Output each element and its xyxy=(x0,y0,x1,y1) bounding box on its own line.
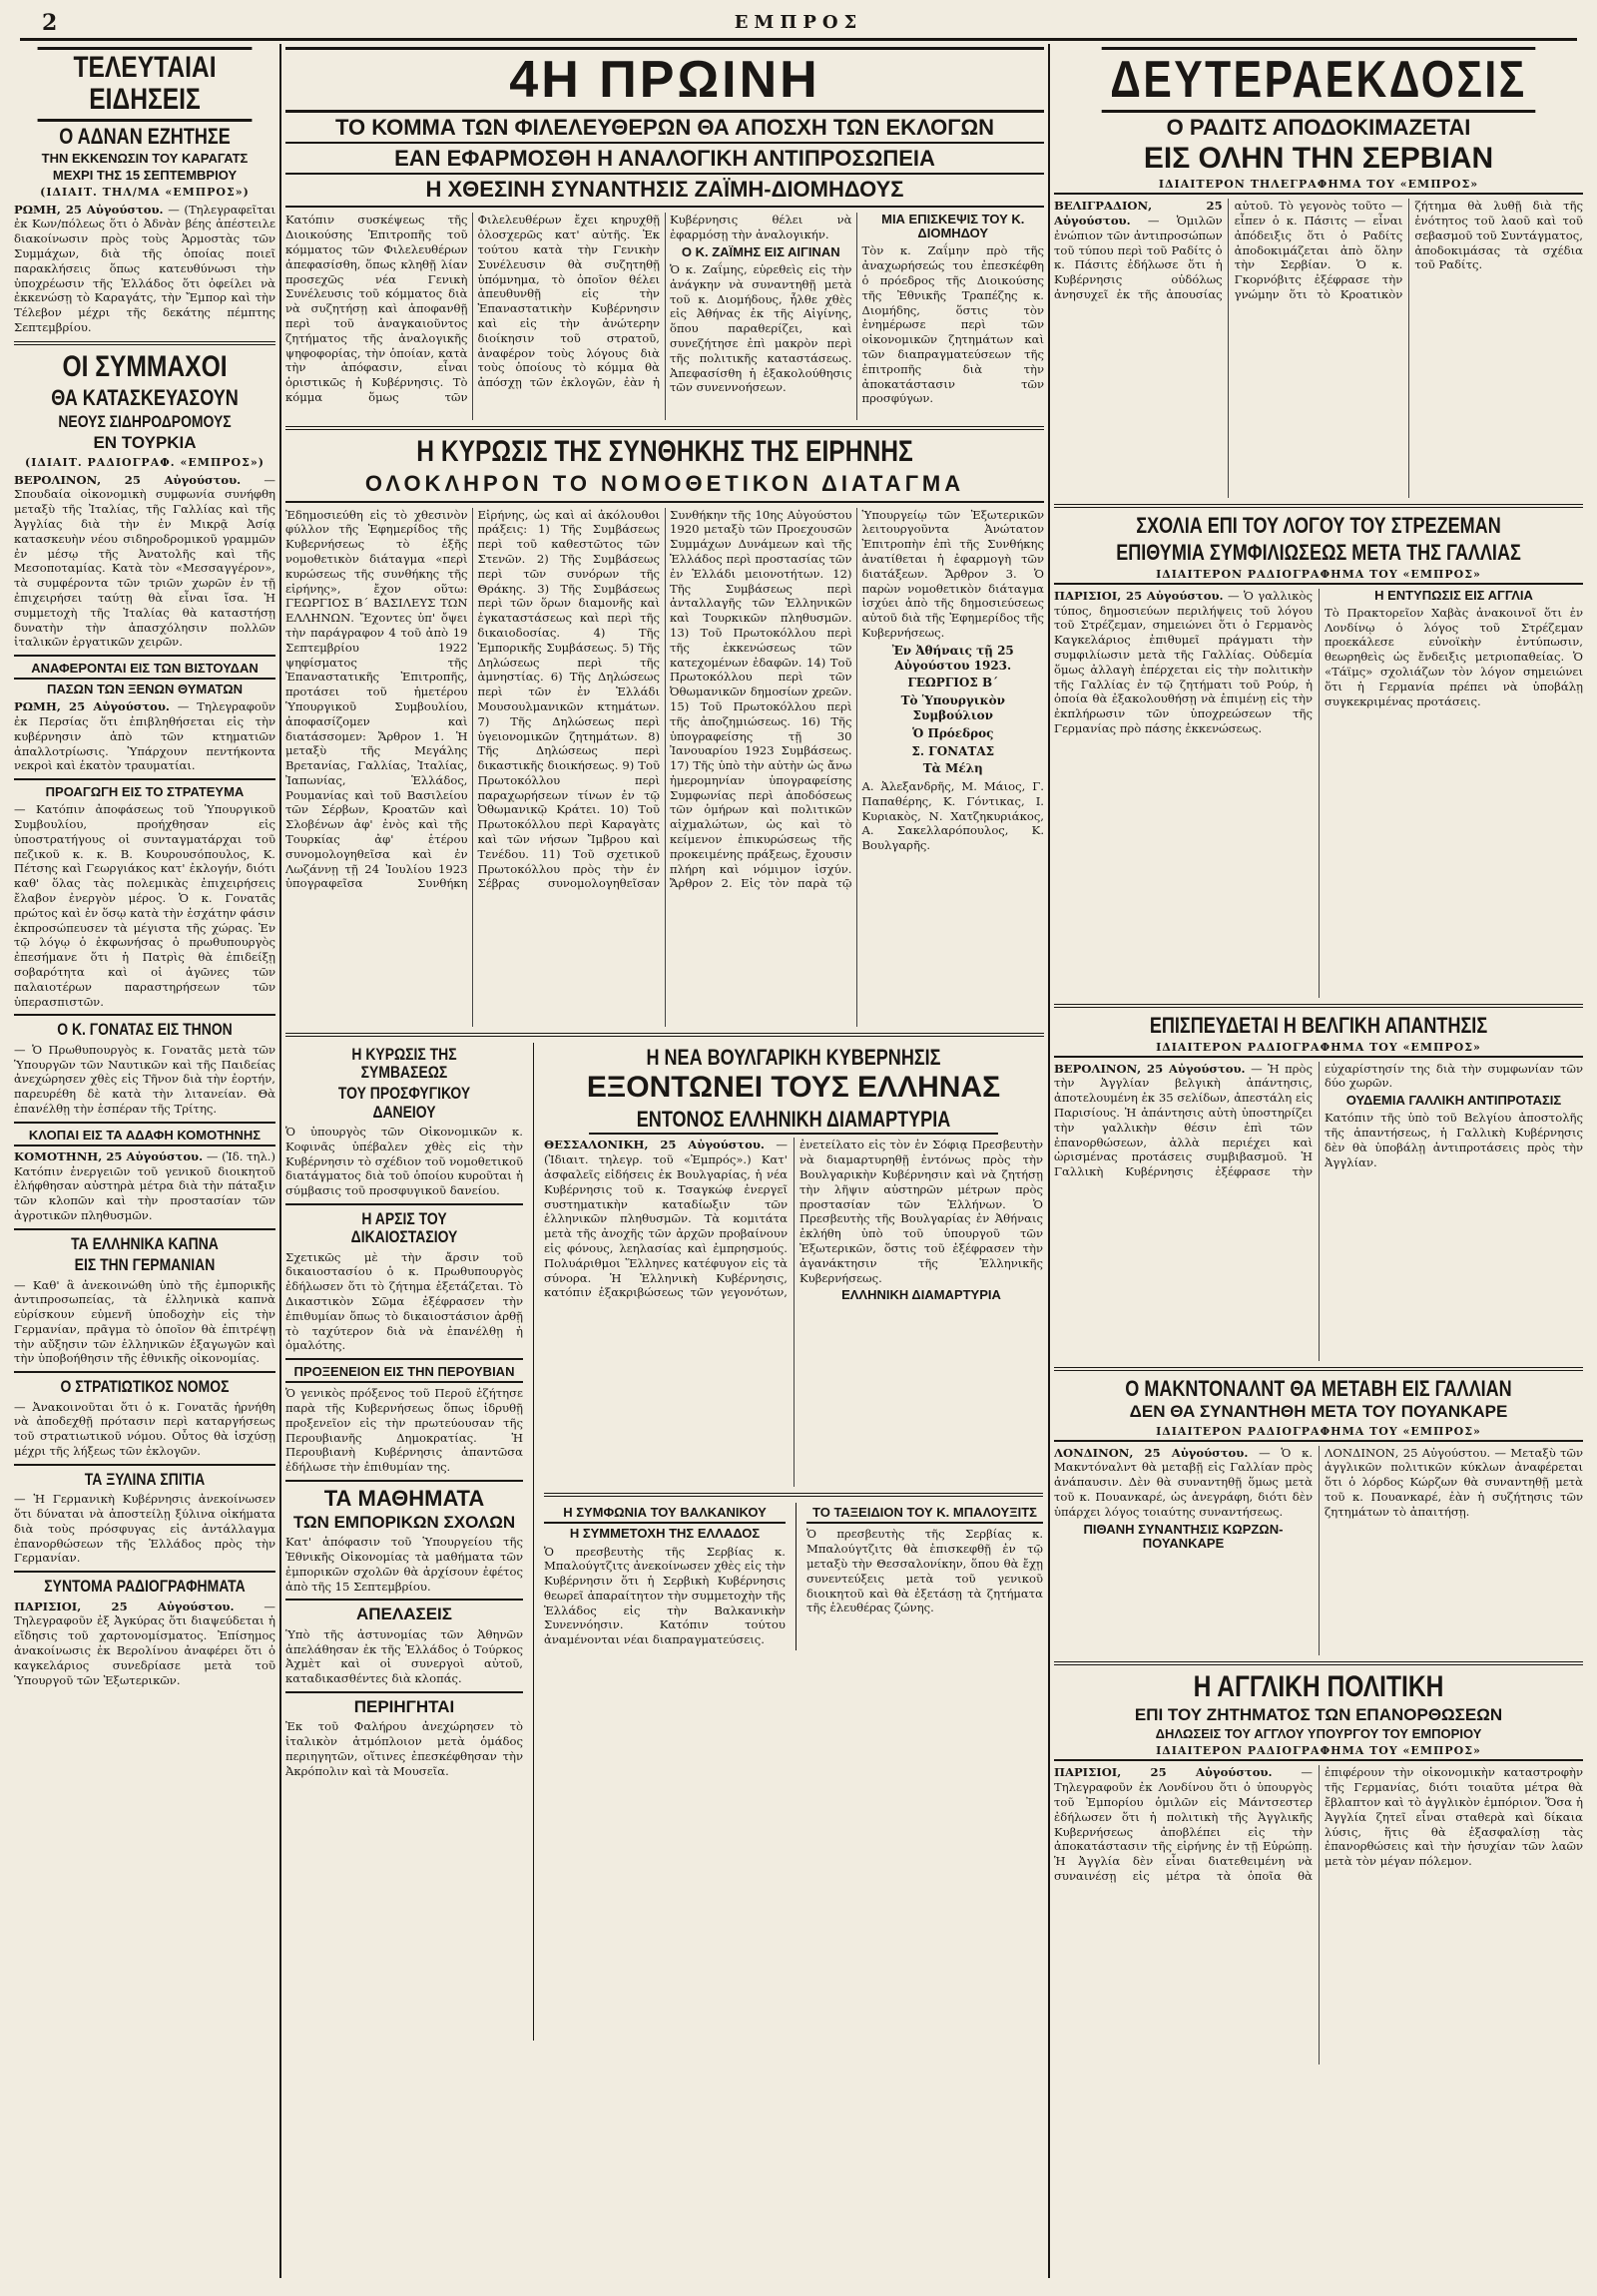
subheadline: ΕΝΤΟΝΟΣ ΕΛΛΗΝΙΚΗ ΔΙΑΜΑΡΤΥΡΙΑ xyxy=(589,1108,998,1136)
divider xyxy=(14,341,275,345)
edition-title: 4Η ΠΡΩΙΝΗ xyxy=(285,47,1044,113)
lower-section xyxy=(285,1043,1044,2041)
article-body: ΡΩΜΗ, 25 Αὐγούστου. — (Τηλεγραφεῖται ἐκ Κων/πόλεως ὅτι ὁ Ἀδνὰν βέης ἀπέστειλε διακοίνωσιν πρὸς τοὺς Ἁρμοστὰς τῶν Συμμάχων, διὰ τῆς ὁποίας ποιεῖ παρακλήσεις ὅπως κατευθύνωσι τὴν ὑποχρέωσιν τῆς Ἑλλάδος ὅτι ὀφείλει νὰ ἐκκενώσῃ τὸ Καραγάτς, τὴν Ἔμπορ καὶ τὴν Τέλεβον μέχρι τῆς δεκάτης πέμπτης Σεπτεμβρίου. xyxy=(14,202,275,334)
article-radiograms xyxy=(14,1578,275,1687)
subheadline: ΕΠΙ ΤΟΥ ΖΗΤΗΜΑΤΟΣ ΤΩΝ ΕΠΑΝΟΡΘΩΣΕΩΝ xyxy=(1134,1705,1503,1725)
subheadline: ΕΙΣ ΤΗΝ ΓΕΡΜΑΝΙΑΝ xyxy=(74,1255,216,1275)
divider xyxy=(1054,1661,1583,1665)
subheadline: Η ΧΘΕΣΙΝΗ ΣΥΝΑΝΤΗΣΙΣ ΖΑΪΜΗ-ΔΙΟΜΗΔΟΥΣ xyxy=(425,176,904,202)
section-heading: Η ΕΝΤΥΠΩΣΙΣ ΕΙΣ ΑΓΓΛΙΑ xyxy=(1374,587,1533,603)
section-heading: ΕΛΛΗΝΙΚΗ ΔΙΑΜΑΡΤΥΡΙΑ xyxy=(841,1287,1001,1303)
signature-members: Τὰ Μέλη xyxy=(922,761,983,776)
headline: Ο Κ. ΓΟΝΑΤΑΣ ΕΙΣ ΤΗΝΟΝ xyxy=(57,1020,233,1040)
source-line: ΙΔΙΑΙΤΕΡΟΝ ΤΗΛΕΓΡΑΦΗΜΑ ΤΟΥ «ΕΜΠΡΟΣ» xyxy=(1054,178,1583,195)
column-rule xyxy=(1048,44,1050,2278)
headline: ΤΑ ΜΑΘΗΜΑΤΑ xyxy=(323,1486,485,1512)
signature-king: ΓΕΩΡΓΙΟΣ Β΄ xyxy=(907,676,999,690)
divider xyxy=(544,1493,1043,1497)
headline: ΤΑ ΞΥΛΙΝΑ ΣΠΙΤΙΑ xyxy=(84,1469,206,1489)
signature-date: Ἐν Ἀθήναις τῇ 25 Αὐγούστου 1923. xyxy=(891,643,1014,673)
headline: ΤΟ ΤΑΞΕΙΔΙΟΝ ΤΟΥ Κ. ΜΠΑΛΟΥΞΙΤΣ xyxy=(806,1506,1043,1524)
headline: Η ΣΥΜΦΩΝΙΑ ΤΟΥ ΒΑΛΚΑΝΙΚΟΥ xyxy=(544,1506,786,1524)
divider xyxy=(1054,1004,1583,1008)
headline: ΚΛΟΠΑΙ ΕΙΣ ΤΑ ΑΔΑΦΗ ΚΟΜΟΤΗΝΗΣ xyxy=(14,1129,275,1147)
headline: Ο ΣΤΡΑΤΙΩΤΙΚΟΣ ΝΟΜΟΣ xyxy=(60,1377,230,1397)
dateline: ΒΕΡΟΛΙΝΟΝ, 25 Αὐγούστου. xyxy=(14,472,242,487)
article-body: Κατ' ἀπόφασιν τοῦ Ὑπουργείου τῆς Ἐθνικῆς Οἰκονομίας τὰ μαθήματα τῶν ἐμπορικῶν σχολῶν θὰ ἀρχίσουν ἐφέτος ἀπὸ τῆς 15 Σεπτεμβρίου. xyxy=(285,1535,523,1594)
section-title: ΤΕΛΕΥΤΑΙΑΙ ΕΙΔΗΣΕΙΣ xyxy=(38,47,253,122)
section-heading: ΠΙΘΑΝΗ ΣΥΝΑΝΤΗΣΙΣ ΚΩΡΖΩΝ-ΠΟΥΑΝΚΑΡΕ xyxy=(1083,1521,1284,1551)
subheadline: ΕΞΟΝΤΩΝΕΙ ΤΟΥΣ ΕΛΛΗΝΑΣ xyxy=(586,1071,1001,1105)
signature-name: Σ. ΓΟΝΑΤΑΣ xyxy=(911,743,995,758)
divider xyxy=(285,426,1044,430)
divider xyxy=(285,1203,523,1205)
headline: Η ΚΥΡΩΣΙΣ ΤΗΣ ΣΥΜΒΑΣΕΩΣ xyxy=(351,1044,457,1082)
dateline: ΡΩΜΗ, 25 Αὐγούστου. xyxy=(14,202,164,217)
headline: ΠΡΟΑΓΩΓΗ ΕΙΣ ΤΟ ΣΤΡΑΤΕΥΜΑ xyxy=(45,784,245,800)
column-rule xyxy=(533,1043,534,2041)
dateline: ΠΑΡΙΣΙΟΙ, 25 Αὐγούστου. xyxy=(14,1599,235,1613)
divider xyxy=(14,1571,275,1573)
article-adnan xyxy=(14,125,275,335)
divider xyxy=(14,1228,275,1230)
subheadline: ΔΕΝ ΘΑ ΣΥΝΑΝΤΗΘΗ ΜΕΤΑ ΤΟΥ ΠΟΥΑΝΚΑΡΕ xyxy=(1129,1402,1508,1422)
divider xyxy=(1054,504,1583,508)
article-railways xyxy=(14,351,275,650)
edition-title: ΔΕΥΤΕΡΑΕΚΔΟΣΙΣ xyxy=(1102,47,1536,113)
section-heading: ΜΙΑ ΕΠΙΣΚΕΨΙΣ ΤΟΥ Κ. ΔΙΟΜΗΔΟΥ xyxy=(881,212,1025,241)
column-rule xyxy=(796,1503,797,1650)
subheadline: ΟΛΟΚΛΗΡΟΝ ΤΟ ΝΟΜΟΘΕΤΙΚΟΝ ΔΙΑΤΑΓΜΑ xyxy=(364,470,965,496)
divider xyxy=(285,206,1044,208)
divider xyxy=(285,1358,523,1360)
headline: Ο ΡΑΔΙΤΣ ΑΠΟΔΟΚΙΜΑΖΕΤΑΙ xyxy=(1166,115,1471,141)
divider xyxy=(285,501,1044,503)
headline: Η ΑΓΓΛΙΚΗ ΠΟΛΙΤΙΚΗ xyxy=(1193,1669,1444,1703)
article-promotions xyxy=(14,785,275,1009)
headline: ΤΑ ΕΛΛΗΝΙΚΑ ΚΑΠΝΑ xyxy=(71,1233,219,1253)
article-komotini xyxy=(14,1129,275,1223)
article-body: ΛΟΝΔΙΝΟΝ, 25 Αὐγούστου. — Ὁ κ. Μακντόναλντ θὰ μεταβῇ εἰς Γαλλίαν πρὸς ἀνάπαυσιν. Δὲν θὰ συναντηθῇ ὅμως μετὰ τοῦ κ. Πουανκαρέ, ὡς ἀνεγράφη, διότι δὲν ὑπάρχει λόγος τοιαύτης συναντήσεως. ΠΙΘΑΝΗ ΣΥΝΑΝΤΗΣΙΣ ΚΩΡΖΩΝ-ΠΟΥΑΝΚΑΡΕ ΛΟΝΔΙΝΟΝ, 25 Αὐγούστου. — Μεταξὺ τῶν ἀγγλικῶν πολιτικῶν κύκλων ἀναφέρεται ὅτι ὁ λόρδος Κώρζων θὰ συναντηθῇ μετὰ τοῦ κ. Πουανκαρέ, ἐὰν ἡ συζήτησις τῶν ζητημάτων τὸ ἀπαιτήσῃ. xyxy=(1054,1445,1583,1551)
column-latest-news xyxy=(14,44,275,2278)
article-body: Ὁ πρεσβευτὴς τῆς Σερβίας κ. Μπαλούγτζιτς ἀνεκοίνωσεν χθὲς εἰς τὴν Κυβέρνησιν ὅτι ἡ Σερβικὴ Κυβέρνησις θεωρεῖ ἀπαραίτητον τὴν συμμετοχὴν τῆς Ἑλλάδος εἰς τὴν Βαλκανικὴν Συνεννόησιν. Κατόπιν τούτου ἀναμένονται νέαι διαπραγματεύσεις. xyxy=(544,1544,786,1647)
dateline: ΒΕΡΟΛΙΝΟΝ, 25 Αὐγούστου. xyxy=(1054,1061,1246,1076)
article-body: ΠΑΡΙΣΙΟΙ, 25 Αὐγούστου. — Ὁ γαλλικὸς τύπος, δημοσιεύων περιλήψεις τοῦ λόγου τοῦ Στρέζεμαν, σημειώνει ὅτι ὁ Γερμανὸς Καγκελάριος ἐπιθυμεῖ πράγματι τὴν συμφιλίωσιν μετὰ τῆς Γαλλίας. Οὐδεμία ὅμως ἀλλαγὴ ἐπέρχεται εἰς τὴν πολιτικὴν τῆς Γαλλίας ἐν τῷ ζητήματι τοῦ Ρούρ, ἡ ὁποία θὰ ἐξακολουθήσῃ νὰ ἐπιμένῃ εἰς τὴν ἐκπλήρωσιν τῶν ὑποχρεώσεων τῆς Γερμανίας πρὸ πάσης ἐκκενώσεως. Η ΕΝΤΥΠΩΣΙΣ ΕΙΣ ΑΓΓΛΙΑ Τὸ Πρακτορεῖον Χαβὰς ἀνακοινοῖ ὅτι ἐν Λονδίνῳ ὁ λόγος τοῦ Στρέζεμαν προεκάλεσε εὐνοϊκὴν ἐντύπωσιν, θεωρηθεὶς ὡς ἔνδειξις μετριοπαθείας. Ὁ «Τάϊμς» σχολιάζων τὸν λόγον σημειώνει ὅτι ἡ Γερμανία πρέπει νὰ ὑποβάλῃ συγκεκριμένας προτάσεις. xyxy=(1054,587,1583,735)
subheadline: ΤΩΝ ΕΜΠΟΡΙΚΩΝ ΣΧΟΛΩΝ xyxy=(292,1512,516,1532)
column-second-edition xyxy=(1054,44,1583,2278)
article-british-policy xyxy=(1054,1671,1583,2066)
paper-name: ΕΜΠΡΟΣ xyxy=(734,12,863,33)
headline: Η ΚΥΡΩΣΙΣ ΤΗΣ ΣΥΝΘΗΚΗΣ ΤΗΣ ΕΙΡΗΝΗΣ xyxy=(416,435,913,469)
article-body: Ἐδημοσιεύθη εἰς τὸ χθεσινὸν φύλλον τῆς Ἐφημερίδος τῆς Κυβερνήσεως τὸ ἑξῆς νομοθετικὸν διάταγμα «περὶ κυρώσεως τῆς συνθήκης τῆς εἰρήνης», ἔχον οὕτω: ΓΕΩΡΓΙΟΣ Β΄ ΒΑΣΙΛΕΥΣ ΤΩΝ ΕΛΛΗΝΩΝ. Ἔχοντες ὑπ' ὄψει τὴν παράγραφον 4 τοῦ ἀπὸ 19 Σεπτεμβρίου 1922 ψηφίσματος τῆς Ἐπαναστατικῆς Ἐπιτροπῆς, προτάσει τοῦ ἡμετέρου Ὑπουργικοῦ Συμβουλίου, ἀποφασίζομεν καὶ διατάσσομεν: Ἄρθρον 1. Ἡ μεταξὺ τῆς Μεγάλης Βρετανίας, Γαλλίας, Ἰταλίας, Ἰαπωνίας, Ἑλλάδος, Ρουμανίας καὶ τοῦ Βασιλείου τῶν Σέρβων, Κροατῶν καὶ Σλοβένων ἀφ' ἑνὸς καὶ τῆς Τουρκίας ἀφ' ἑτέρου συνομολογηθεῖσα καὶ ἐν Λωζάννῃ τῇ 24 Ἰουλίου 1923 ὑπογραφεῖσα Συνθήκη Εἰρήνης, ὡς καὶ αἱ ἀκόλουθοι πράξεις: 1) Τῆς Συμβάσεως περὶ τοῦ καθεστῶτος τῶν Στενῶν. 2) Τῆς Συμβάσεως περὶ τῶν συνόρων τῆς Θράκης. 3) Τῆς Συμβάσεως περὶ τῶν ὅρων διαμονῆς καὶ ἐγκαταστάσεως καὶ περὶ τῆς δικαιοδοσίας. 4) Τῆς Ἐμπορικῆς Συμβάσεως. 5) Τῆς Δηλώσεως περὶ τῆς ἀμνηστίας. 6) Τῆς Δηλώσεως περὶ τῶν ἐν Ἑλλάδι Μουσουλμανικῶν κτημάτων. 7) Τῆς Δηλώσεως περὶ ὑγειονομικῶν ζητημάτων. 8) Τῆς Δηλώσεως περὶ δικαστικῆς διοικήσεως. 9) Τοῦ Πρωτοκόλλου περὶ παραχωρήσεων τίνων ἐν τῷ Ὀθωμανικῷ Κράτει. 10) Τοῦ Πρωτοκόλλου περὶ Καραγὰτς καὶ τῶν νήσων Ἴμβρου καὶ Τενέδου. 11) Τοῦ σχετικοῦ Πρωτοκόλλου πρὸς τὴν ἐν Σέβρας συνομολογηθεῖσαν Συνθήκην τῆς 10ης Αὐγούστου 1920 μεταξὺ τῶν Προεχουσῶν Συμμάχων Δυνάμεων καὶ τῆς Ἑλλάδος περὶ προστασίας τῶν ἐν Ἑλλάδι μειονοτήτων. 12) Τῆς Συμβάσεως περὶ ἀνταλλαγῆς τῶν Ἑλληνικῶν καὶ Τουρκικῶν πληθυσμῶν. 13) Τοῦ Πρωτοκόλλου περὶ τῆς ἐκκενώσεως τῶν κατεχομένων ἐδαφῶν. 14) Τοῦ Πρωτοκόλλου περὶ τῶν Ὀθωμανικῶν δημοσίων χρεῶν. 15) Τοῦ Πρωτοκόλλου περὶ τῆς ἀποζημιώσεως. 16) Τῆς ὑπογραφείσης τῇ 30 Ἰανουαρίου 1923 Συμβάσεως. 17) Τῆς ὑπὸ τὴν αὐτὴν ὡς ἄνω ἡμερομηνίαν ὑπογραφείσης Συμφωνίας περὶ ἀποδόσεως τῶν ὁμήρων καὶ πολιτικῶν αἰχμαλώτων, ὡς καὶ τὸ κείμενον ἐπικυρώσεως τῆς προκειμένης πράξεως, ἔχουσιν πλήρη καὶ νόμιμον ἰσχύν. Ἄρθρον 2. Εἰς τὸν παρὰ τῷ Ὑπουργείῳ τῶν Ἐξωτερικῶν λειτουργοῦντα Ἀνώτατον Ἐπιτροπὴν ἐπὶ τῆς Συνθήκης ἀνατίθεται ἡ ἐφαρμογὴ τῶν διατάξεων. Ἄρθρον 3. Ὁ παρὼν νομοθετικὸν διάταγμα ἰσχύει ἀπὸ τῆς δημοσιεύσεως αὐτοῦ διὰ τῆς Ἐφημερίδος τῆς Κυβερνήσεως. Ἐν Ἀθήναις τῇ 25 Αὐγούστου 1923. ΓΕΩΡΓΙΟΣ Β΄ Τὸ Ὑπουργικὸν Συμβούλιον Ὁ Πρόεδρος Σ. ΓΟΝΑΤΑΣ Τὰ Μέλη Α. Ἀλεξανδρῆς, Μ. Μάιος, Γ. Παπαθέρης, Κ. Γόντικας, Ι. Κυριακὸς, Ν. Χατζηκυριάκος, Α. Σακελλαρόπουλος, Κ. Βουλγαρῆς. xyxy=(285,507,1044,891)
subheadline: ΕΝ ΤΟΥΡΚΙΑ xyxy=(93,433,197,453)
subheadline: ΤΗΝ ΕΚΚΕΝΩΣΙΝ ΤΟΥ ΚΑΡΑΓΑΤΣ xyxy=(41,150,249,166)
divider xyxy=(285,1480,523,1482)
page-number: 2 xyxy=(42,10,58,36)
article-body: Ἐκ τοῦ Φαλήρου ἀνεχώρησεν τὸ ἰταλικὸν ἀτμόπλοιον μετὰ ὁμάδος περιηγητῶν, οἵτινες ἐπεσκέφθησαν τὴν Ἀκρόπολιν καὶ τὰ Μουσεῖα. xyxy=(285,1719,523,1778)
divider xyxy=(14,778,275,780)
subheadline: ΠΑΣΩΝ ΤΩΝ ΞΕΝΩΝ ΘΥΜΑΤΩΝ xyxy=(46,682,244,697)
headline: Η ΝΕΑ ΒΟΥΛΓΑΡΙΚΗ ΚΥΒΕΡΝΗΣΙΣ xyxy=(646,1044,941,1070)
section-heading: Ο Κ. ΖΑΪΜΗΣ ΕΙΣ ΑΙΓΙΝΑΝ xyxy=(681,244,840,259)
column-front-edition xyxy=(285,44,1044,2278)
headline: ΠΡΟΞΕΝΕΙΟΝ ΕΙΣ ΤΗΝ ΠΕΡΟΥΒΙΑΝ xyxy=(285,1365,523,1383)
article-body: Ὁ ὑπουργὸς τῶν Οἰκονομικῶν κ. Κοφινᾶς ὑπέβαλεν χθὲς εἰς τὴν Κυβέρνησιν τὸ σχέδιον τοῦ νομοθετικοῦ διατάγματος διὰ τοῦ ὁποίου κυροῦται ἡ σύμβασις τοῦ προσφυγικοῦ δανείου. xyxy=(285,1124,523,1198)
subheadline: ΜΕΧΡΙ ΤΗΣ 15 ΣΕΠΤΕΜΒΡΙΟΥ xyxy=(52,167,238,183)
article-body: Ὁ πρεσβευτὴς τῆς Σερβίας κ. Μπαλούγτζιτς θὰ ἐπισκεφθῇ ἐν τῷ μεταξὺ τὴν Θεσσαλονίκην, ὅπου θὰ ἔχῃ συνεντεύξεις μετὰ τοῦ γενικοῦ διοικητοῦ καὶ θὰ ἐξετάσῃ τὰ ζητήματα τῆς ἐλευθέρας ζώνης. xyxy=(805,1527,1043,1615)
source-line: (ΙΔΙΑΙΤ. ΡΑΔΙΟΓΡΑΦ. «ΕΜΠΡΟΣ») xyxy=(24,455,265,469)
article-body: — Ὁ Πρωθυπουργὸς κ. Γονατᾶς μετὰ τῶν Ὑπουργῶν τῶν Ναυτικῶν καὶ τῆς Παιδείας ἀνεχώρησεν χθὲς εἰς Τῆνον διὰ τὴν ἐορτήν, παρευρέθη δὲ κατὰ τὴν λιτανείαν. Θὰ ἐπανέλθῃ τὴν ἑσπέραν τῆς Τρίτης. xyxy=(14,1042,275,1116)
source-line: ΙΔΙΑΙΤΕΡΟΝ ΡΑΔΙΟΓΡΑΦΗΜΑ ΤΟΥ «ΕΜΠΡΟΣ» xyxy=(1054,1425,1583,1442)
article-peace-treaty xyxy=(285,436,1044,1026)
dateline: ΠΑΡΙΣΙΟΙ, 25 Αὐγούστου. xyxy=(1054,588,1224,603)
signature-council: Τὸ Ὑπουργικὸν Συμβούλιον xyxy=(900,693,1005,722)
headline: Ο ΑΔΝΑΝ ΕΖΗΤΗΣΕ xyxy=(59,123,231,149)
article-body: Κατόπιν συσκέψεως τῆς Διοικούσης Ἐπιτροπῆς τοῦ κόμματος τῶν Φιλελευθέρων ἀπεφασίσθη, ὅπως κληθῇ λίαν προσεχῶς νέα Γενικὴ Συνέλευσις τοῦ κόμματος διὰ νὰ συζητήσῃ καὶ ἀποφανθῇ περὶ τοῦ ἀναγκαιοῦντος ζητήματος τῆς ἀναλογικῆς ψηφοφορίας, τὴν ὁποίαν, κατὰ τὴν ἀπόφασιν, εἶναι ὁριστικῶς ἡ Κυβέρνησις. Τὸ κόμμα ὅμως τῶν Φιλελευθέρων ἔχει κηρυχθῇ ὁλοσχερῶς κατ' αὐτῆς. Ἐκ τούτου κατὰ τὴν Γενικὴν Συνέλευσιν θὰ συζητηθῇ ὑπόμνημα, τὸ ὁποῖον θέλει ἀπευθυνθῇ εἰς τὴν Ἐπαναστατικὴν Κυβέρνησιν καὶ εἰς τὴν ἀνώτερην διοίκησιν τοῦ στρατοῦ, ἀναφέρον τοὺς λόγους διὰ τοὺς ὁποίους τὸ κόμμα θὰ ἀπόσχῃ τῶν ἐκλογῶν, ἐὰν ἡ Κυβέρνησις θέλει νὰ ἐφαρμόσῃ τὴν ἀναλογικήν. Ο Κ. ΖΑΪΜΗΣ ΕΙΣ ΑΙΓΙΝΑΝ Ὁ κ. Ζαΐμης, εὑρεθεὶς εἰς τὴν ἀνάγκην νὰ συναντηθῇ μετὰ τοῦ κ. Διομήδους, ἦλθε χθὲς εἰς Ἀθήνας ἐκ τῆς Αἰγίνης, ὅπου παραθερίζει, καὶ συνεζήτησε ἐπὶ μακρὸν περὶ τῆς πολιτικῆς καταστάσεως. Ἀπεφασίσθη ἡ ἐξακολούθησις τῶν συνεννοήσεων. ΜΙΑ ΕΠΙΣΚΕΨΙΣ ΤΟΥ Κ. ΔΙΟΜΗΔΟΥ Τὸν κ. Ζαΐμην πρὸ τῆς ἀναχωρήσεώς του ἐπεσκέφθη ὁ πρόεδρος τῆς Διοικούσης τῆς Ἐθνικῆς Τραπέζης κ. Διομήδης, ὅστις τὸν ἐνημέρωσε περὶ τῶν οἰκονομικῶν ζητημάτων καὶ τῶν διαπραγματεύσεων τῆς ἐπιτροπῆς διὰ τὴν ἀποκατάστασιν τῶν προσφύγων. xyxy=(285,212,1044,406)
dateline: ΒΕΛΙΓΡΑΔΙΟΝ, 25 Αὐγούστου. xyxy=(1054,199,1223,229)
divider xyxy=(14,1464,275,1466)
signature-list: Α. Ἀλεξανδρῆς, Μ. Μάιος, Γ. Παπαθέρης, Κ. Γόντικας, Ι. Κυριακὸς, Ν. Χατζηκυριάκος, Α. Σακελλαρόπουλος, Κ. Βουλγαρῆς. xyxy=(861,779,1044,853)
article-tobacco xyxy=(14,1235,275,1367)
article-body: ΚΟΜΟΤΗΝΗ, 25 Αὐγούστου. — (Ἰδ. τηλ.) Κατόπιν ἐνεργειῶν τοῦ γενικοῦ διοικητοῦ ἐλήφθησαν αὐστηρὰ μέτρα διὰ τὴν πάταξιν τῶν κλοπῶν καὶ τὴν προστασίαν τῶν ἀγροτικῶν πληθυσμῶν. xyxy=(14,1148,275,1222)
headline: ΟΙ ΣΥΜΜΑΧΟΙ xyxy=(62,349,228,383)
article-body: ΒΕΡΟΛΙΝΟΝ, 25 Αὐγούστου. — Σπουδαία οἰκονομικὴ συμφωνία συνήφθη μεταξὺ τῆς Ἰταλίας, τῆς Γαλλίας καὶ τῆς Ἀγγλίας διὰ τὴν ἐν Μικρᾷ Ἀσίᾳ κατασκευὴν νέου σιδηροδρομικοῦ γραμμῶν ἐν μέσῳ τῆς Ἀνατολῆς καὶ τῆς Μεσοποταμίας. Κατὰ τὸν «Μεσσαγγέρον», τὰ συμφέροντα τῶν τριῶν χωρῶν ἐν τῇ ἐπιχειρήσει ταύτῃ θὰ εἶναι ἴσα. Ἡ συμμετοχὴ τῆς Ἰταλίας θὰ καταστήσῃ δυνατὴν τὴν ἀπασχόλησιν πολλῶν ἰταλικῶν ἐργατικῶν χειρῶν. xyxy=(14,472,275,650)
short-items-column xyxy=(285,1043,523,2041)
article-body: ΠΑΡΙΣΙΟΙ, 25 Αὐγούστου. — Τηλεγραφοῦν ἐκ Λονδίνου ὅτι ὁ ὑπουργὸς τοῦ Ἐμπορίου ὁμιλῶν εἰς Μάντσεστερ ἐδήλωσεν ὅτι ἡ πολιτικὴ τῆς Ἀγγλικῆς Κυβερνήσεως ἀποβλέπει εἰς τὴν ἀποκατάστασιν τῆς εἰρήνης ἐν τῇ Εὐρώπῃ. Ἡ Ἀγγλία δὲν εἶναι διατεθειμένη νὰ συναινέσῃ εἰς μέτρα τὰ ὁποῖα θὰ ἐπιφέρουν τὴν οἰκονομικὴν καταστροφὴν τῆς Γερμανίας, διότι τοιαῦτα μέτρα θὰ ἔβλαπτον καὶ τὸ ἀγγλικὸν ἐμπόριον. Ὅσα ἡ Ἀγγλία ζητεῖ εἶναι σταθερὰ καὶ δίκαια λύσις, ἥτις θὰ ἐξασφαλίσῃ τὰς ἐπανορθώσεις καὶ τὴν ἡσυχίαν τῶν λαῶν μετὰ τὸν μέγαν πόλεμον. xyxy=(1054,1765,1583,1884)
bulgaria-section xyxy=(544,1043,1043,2041)
subheadline: ΤΟΥ ΠΡΟΣΦΥΓΙΚΟΥ ΔΑΝΕΙΟΥ xyxy=(337,1084,471,1122)
headline: ΣΥΝΤΟΜΑ ΡΑΔΙΟΓΡΑΦΗΜΑΤΑ xyxy=(44,1577,246,1597)
divider xyxy=(285,1599,523,1601)
divider xyxy=(1054,1367,1583,1371)
article-wooden-houses xyxy=(14,1471,275,1566)
article-body: — Κατόπιν ἀποφάσεως τοῦ Ὑπουργικοῦ Συμβουλίου, προήχθησαν εἰς ὑποστρατήγους οἱ συνταγματάρχαι τοῦ πεζικοῦ κ. κ. Β. Κουρουσόπουλος, Κ. Πέτσης καὶ Γεωργιάκος κατ' ἐκλογήν, διότι καθ' ὅλας τὰς πολεμικὰς ἐπιχειρήσεις ἔλαβον ἐνεργὸν μέρος. Ὁ κ. Γονατᾶς πρώτος καὶ ἐν ὅσῳ κατὰ τὴν ἐσχάτην φάσιν ἐκπροσώπευσεν τὰ μέγιστα τῆς χώρας. Ἐν τῷ λόγῳ ὁ ἐκφωνήσας ὁ πρωθυπουργὸς ἐπεσήμανε ὅτι ἡ Πατρὶς θὰ ἐπιδείξῃ σοβαρότητα καὶ οἱ ἀγῶνες τῶν παλαιοτέρων παραστηρήσεων τῶν ὑπερασπιστῶν. xyxy=(14,802,275,1009)
article-stresemann xyxy=(1054,514,1583,998)
article-victims xyxy=(14,662,275,773)
headline: ΣΧΟΛΙΑ ΕΠΙ ΤΟΥ ΛΟΓΟΥ ΤΟΥ ΣΤΡΕΖΕΜΑΝ xyxy=(1136,513,1501,539)
divider xyxy=(285,1691,523,1693)
subheadline: ΕΑΝ ΕΦΑΡΜΟΣΘΗ Η ΑΝΑΛΟΓΙΚΗ ΑΝΤΙΠΡΟΣΩΠΕΙΑ xyxy=(285,147,1044,175)
dateline: ΠΑΡΙΣΙΟΙ, 25 Αὐγούστου. xyxy=(1054,1765,1273,1780)
source-line: ΙΔΙΑΙΤΕΡΟΝ ΡΑΔΙΟΓΡΑΦΗΜΑ ΤΟΥ «ΕΜΠΡΟΣ» xyxy=(1054,1744,1583,1761)
article-body: ΠΑΡΙΣΙΟΙ, 25 Αὐγούστου. — Τηλεγραφοῦν ἐξ Ἀγκύρας ὅτι διαψεύδεται ἡ εἴδησις τοῦ χαρτονομίσματος. Ἐπίσημος ἀνακοίνωσις ἐκ Βερολίνου ἀναφέρει ὅτι ὁ καγκελάριος συνεδρίασε μετὰ τοῦ Ὑπουργοῦ τῶν Ἐξωτερικῶν. xyxy=(14,1599,275,1687)
source-line: ΙΔΙΑΙΤΕΡΟΝ ΡΑΔΙΟΓΡΑΦΗΜΑ ΤΟΥ «ΕΜΠΡΟΣ» xyxy=(1054,568,1583,585)
article-body: Ὑπὸ τῆς ἀστυνομίας τῶν Ἀθηνῶν ἀπελάθησαν ἐκ τῆς Ἑλλάδος ὁ Τούρκος Ἀχμὲτ καὶ οἱ συνεργοὶ αὐτοῦ, καταδικασθέντες διὰ κλοπάς. xyxy=(285,1626,523,1686)
subheadline: ΕΙΣ ΟΛΗΝ ΤΗΝ ΣΕΡΒΙΑΝ xyxy=(1143,141,1494,175)
headline: ΑΠΕΛΑΣΕΙΣ xyxy=(356,1605,452,1624)
headline: ΤΟ ΚΟΜΜΑ ΤΩΝ ΦΙΛΕΛΕΥΘΕΡΩΝ ΘΑ ΑΠΟΣΧΗ ΤΩΝ ΕΚΛΟΓΩΝ xyxy=(285,116,1044,144)
subheadline: ΔΗΛΩΣΕΙΣ ΤΟΥ ΑΓΓΛΟΥ ΥΠΟΥΡΓΟΥ ΤΟΥ ΕΜΠΟΡΙΟΥ xyxy=(1155,1726,1482,1742)
article-body: Ὁ γενικὸς πρόξενος τοῦ Περοῦ ἐζήτησε παρὰ τῆς Κυβερνήσεως ὅπως ἱδρυθῇ προξενεῖον εἰς τὴν πρωτεύουσαν τῆς Περουβιανῆς Δημοκρατίας. Ἡ Περουβιανὴ Κυβέρνησις ἀπαντῶσα ἐδήλωσε τὴν ἐπιθυμίαν της. xyxy=(285,1386,523,1475)
dateline: ΛΟΝΔΙΝΟΝ, 25 Αὐγούστου. xyxy=(1054,1445,1249,1460)
headline: Ο ΜΑΚΝΤΟΝΑΛΝΤ ΘΑ ΜΕΤΑΒΗ ΕΙΣ ΓΑΛΛΙΑΝ xyxy=(1125,1375,1512,1401)
article-body: ΡΩΜΗ, 25 Αὐγούστου. — Τηλεγραφοῦν ἐκ Περσίας ὅτι ἐπιβληθήσεται εἰς τὴν κυβέρνησιν ἀπὸ τῶν κτηματιῶν ἀπαλλοτρίωσις. Ὑπάρχουν πεντήκοντα νεκροὶ καὶ ἑκατὸν τραυματίαι. xyxy=(14,699,275,773)
source-line: ΙΔΙΑΙΤΕΡΟΝ ΡΑΔΙΟΓΡΑΦΗΜΑ ΤΟΥ «ΕΜΠΡΟΣ» xyxy=(1054,1041,1583,1058)
headline: ΑΝΑΦΕΡΟΝΤΑΙ ΕΙΣ ΤΩΝ ΒΙΣΤΟΥΔΑΝ xyxy=(14,662,275,680)
masthead xyxy=(20,8,1577,41)
article-body: Σχετικῶς μὲ τὴν ἄρσιν τοῦ δικαιοστασίου ὁ κ. Πρωθυπουργὸς ἐδήλωσεν ὅτι τὸ ζήτημα ἐξετάζεται. Τὸ Δικαστικὸν Σῶμα ἐξέφρασεν τὴν ἐπιθυμίαν ὅπως τὸ δικαιοστάσιον ἀρθῇ τὸ ταχύτερον διὰ νὰ ἐπανέλθῃ ἡ ὁμαλότης. xyxy=(285,1249,523,1353)
column-rule xyxy=(279,44,281,2278)
dateline: ΘΕΣΣΑΛΟΝΙΚΗ, 25 Αὐγούστου. xyxy=(544,1138,765,1152)
article-military-law xyxy=(14,1378,275,1459)
article-gonatas xyxy=(14,1021,275,1116)
signature-president: Ὁ Πρόεδρος xyxy=(912,725,994,740)
subheadline: Η ΣΥΜΜΕΤΟΧΗ ΤΗΣ ΕΛΛΑΔΟΣ xyxy=(569,1526,761,1542)
divider xyxy=(14,1014,275,1016)
divider xyxy=(14,655,275,657)
article-body: ΒΕΡΟΛΙΝΟΝ, 25 Αὐγούστου. — Ἡ πρὸς τὴν Ἀγγλίαν βελγικὴ ἀπάντησις, ἀποτελουμένη ἐκ 35 σελίδων, ἀπεστάλη εἰς Παρισίους. Ἡ ἀπάντησις αὐτὴ ὑποστηρίζει τὴν γαλλικὴν θέσιν ἐπὶ τῶν ἐπανορθώσεων, ἀλλὰ περιέχει καὶ ὡρισμένας προτάσεις συμβιβασμοῦ. Ἡ Γαλλικὴ Κυβέρνησις ἐξέφρασε τὴν εὐχαρίστησίν της διὰ τὴν συμφωνίαν τῶν δύο χωρῶν. ΟΥΔΕΜΙΑ ΓΑΛΛΙΚΗ ΑΝΤΙΠΡΟΤΑΣΙΣ Κατόπιν τῆς ὑπὸ τοῦ Βελγίου ἀποστολῆς τῆς ἀπαντήσεως, ἡ Γαλλικὴ Κυβέρνησις δὲν θὰ ὑποβάλῃ ἀντιπροτάσεις πρὸς τὴν Ἀγγλίαν. xyxy=(1054,1061,1583,1179)
subheadline: ΕΠΙΘΥΜΙΑ ΣΥΜΦΙΛΙΩΣΕΩΣ ΜΕΤΑ ΤΗΣ ΓΑΛΛΙΑΣ xyxy=(1116,540,1521,566)
source-line: (ΙΔΙΑΙΤ. ΤΗΛ/ΜΑ «ΕΜΠΡΟΣ») xyxy=(40,185,250,199)
headline: ΕΠΙΣΠΕΥΔΕΤΑΙ Η ΒΕΛΓΙΚΗ ΑΠΑΝΤΗΣΙΣ xyxy=(1149,1012,1488,1038)
dateline: ΡΩΜΗ, 25 Αὐγούστου. xyxy=(14,699,170,714)
divider xyxy=(285,1033,1044,1037)
section-heading: ΟΥΔΕΜΙΑ ΓΑΛΛΙΚΗ ΑΝΤΙΠΡΟΤΑΣΙΣ xyxy=(1345,1093,1562,1109)
divider xyxy=(14,1371,275,1373)
article-body: — Καθ' ἃ ἀνεκοινώθη ὑπὸ τῆς ἐμπορικῆς ἀντιπροσωπείας, τὰ ἑλληνικὰ καπνὰ εὑρίσκουν εὐμενῆ ὑποδοχὴν εἰς τὴν Γερμανίαν, πρᾶγμα τὸ ὁποῖον θὰ ἐπιτρέψῃ τὴν αὔξησιν τῶν ἑλληνικῶν ἐξαγωγῶν καὶ τὴν ὑποβοήθησιν τῆς ἐθνικῆς οἰκονομίας. xyxy=(14,1277,275,1366)
article-body: ΒΕΛΙΓΡΑΔΙΟΝ, 25 Αὐγούστου. — Ὁμιλῶν ἐνώπιον τῶν ἀντιπροσώπων τοῦ τύπου περὶ τοῦ Ραδίτς ὁ κ. Πάσιτς ἐδήλωσε ὅτι ἡ Κυβέρνησις οὐδόλως ἀνησυχεῖ ἐκ τῆς ἀπουσίας αὐτοῦ. Τὸ γεγονὸς τοῦτο — εἶπεν ὁ κ. Πάσιτς — εἶναι ἀπόδειξις ὅτι ὁ Ραδίτς ἀποδοκιμάζεται ἀπὸ ὅλην τὴν Σερβίαν. Ὁ κ. Γκορνόβιτς ἐξέφρασε τὴν γνώμην ὅτι τὸ Κροατικὸν ζήτημα θὰ λυθῇ διὰ τῆς ἐνότητος τοῦ λαοῦ καὶ τοῦ σεβασμοῦ τοῦ Συντάγματος, ἀποδοκιμάσας τὰ σχέδια τοῦ Ραδίτς. xyxy=(1054,199,1583,302)
subheadline: ΝΕΟΥΣ ΣΙΔΗΡΟΔΡΟΜΟΥΣ xyxy=(58,411,232,431)
divider xyxy=(14,1122,275,1124)
headline: Η ΑΡΣΙΣ ΤΟΥ ΔΙΚΑΙΟΣΤΑΣΙΟΥ xyxy=(350,1208,458,1247)
article-liberal-party xyxy=(285,116,1044,420)
article-macdonald xyxy=(1054,1377,1583,1655)
headline: ΠΕΡΙΗΓΗΤΑΙ xyxy=(353,1696,455,1716)
dateline: ΚΟΜΟΤΗΝΗ, 25 Αὐγούστου. xyxy=(14,1148,204,1163)
article-belgian-reply xyxy=(1054,1014,1583,1361)
subheadline: ΘΑ ΚΑΤΑΣΚΕΥΑΣΟΥΝ xyxy=(51,385,239,411)
article-body: — Ἀνακοινοῦται ὅτι ὁ κ. Γονατᾶς ἠρνήθη νὰ ἀποδεχθῇ πρότασιν περὶ καταργήσεως τοῦ στρατιωτικοῦ νόμου. Οὗτος θὰ ἰσχύσῃ μέχρι τῆς λήξεως τῶν ἐκλογῶν. xyxy=(14,1399,275,1459)
article-raditch xyxy=(1054,116,1583,498)
balkan-section xyxy=(544,1503,1043,1650)
article-body: ΘΕΣΣΑΛΟΝΙΚΗ, 25 Αὐγούστου. — (Ἰδιαιτ. τηλεγρ. τοῦ «Ἐμπρός».) Κατ' ἀσφαλεῖς εἰδήσεις ἐκ Βουλγαρίας, ἡ νέα Κυβέρνησις τοῦ κ. Τσαγκώφ ἐνεργεῖ συστηματικὴν καταδίωξιν τῶν ἑλληνικῶν πληθυσμῶν. Τὰ κομιτάτα μετὰ τῆς ἀνοχῆς τῶν ἀρχῶν προβαίνουν εἰς φόνους, λεηλασίας καὶ ἐμπρησμούς. Πολυάριθμοι Ἕλληνες κατέφυγον εἰς τὰ σύνορα. Ἡ Ἑλληνικὴ Κυβέρνησις, κατόπιν ἐξακριβώσεως τῶν γεγονότων, ἐνετείλατο εἰς τὸν ἐν Σόφιᾳ Πρεσβευτὴν νὰ διαμαρτυρηθῇ ἐντόνως πρὸς τὴν Βουλγαρικὴν Κυβέρνησιν καὶ νὰ ζητήσῃ τὴν λῆψιν αὐστηρῶν μέτρων πρὸς προστασίαν τῶν Ἑλλήνων. Ὁ Πρεσβευτὴς τῆς Βουλγαρίας ἐν Ἀθήναις ἐκλήθη ὑπὸ τοῦ ὑπουργοῦ τῶν Ἐξωτερικῶν, ὅστις τοῦ ἐξέφρασεν τὴν ἀγανάκτησιν τῆς Ἑλληνικῆς Κυβερνήσεως. ΕΛΛΗΝΙΚΗ ΔΙΑΜΑΡΤΥΡΙΑ xyxy=(544,1138,1043,1303)
article-body: — Ἡ Γερμανικὴ Κυβέρνησις ἀνεκοίνωσεν ὅτι δύναται νὰ ἀποστείλῃ ξύλινα οἰκήματα διὰ τοὺς πρόσφυγας εἰς ἀντάλλαγμα ἐπανορθώσεων τῆς Ἑλλάδος πρὸς τὴν Γερμανίαν. xyxy=(14,1492,275,1566)
